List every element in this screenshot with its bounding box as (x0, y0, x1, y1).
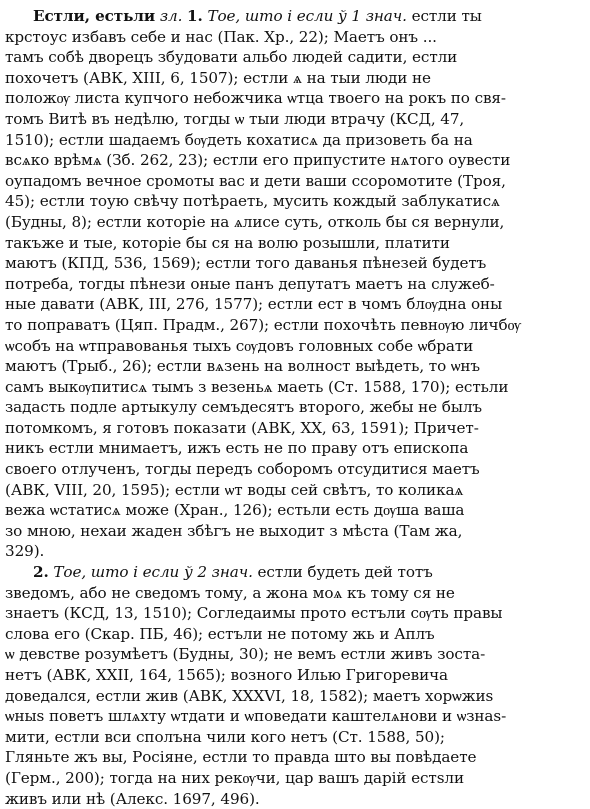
entry-line-38: (Герм., 200); тогда на них рекѹчи, цар вашъ дарій естѕли (5, 768, 464, 787)
sense-2-gloss: Тое, што і (53, 563, 138, 582)
entry-line-1 (5, 6, 587, 27)
sense-2-text: естли будеть дей тотъ (252, 563, 433, 582)
sense-2-number: 2. (33, 563, 49, 582)
entry-line-13: маютъ (КПД, 536, 1569); естли того даванья пѣнезей будетъ (5, 254, 487, 273)
entry-line-32: ѡ девстве розумѣетъ (Будны, 30); не вемъ естли живъ зоста- (5, 645, 486, 664)
entry-line-26: зо мною, нехаи жаден збѣгъ не выходит з мѣста (Там жа, (5, 521, 463, 540)
sense-1-gloss: Тое, што і (207, 7, 292, 25)
entry-line-14: потреба, тогды пѣнези оные панъ депутатъ маетъ на служеб- (5, 274, 495, 293)
entry-line-7: 1510); естли шадаемъ бѹдеть кохатисѧ да призоветь ба на (5, 130, 473, 149)
entry-line-11: (Будны, 8); естли которіе на ѧлисе суть, отколь бы ся вернули, (5, 212, 505, 231)
entry-line-36: мити, естли вси сполъна чили кого нетъ (Ст. 1588, 50); (5, 727, 445, 746)
entry-line-34: доведался, естли жив (АВК, XXXVI, 18, 1582); маетъ хорѡжиѕ (5, 686, 494, 705)
sense-1-number: 1. (187, 7, 203, 25)
entry-line-24: (АВК, VIII, 20, 1595); естли ѡт воды сей свѣтъ, то коликаѧ (5, 480, 464, 499)
entry-line-20: задасть подле артыкулу семъдесятъ второго, жебы не былъ (5, 398, 482, 417)
entry-line-2: крстоус избавъ себе и нас (Пак. Хр., 22); Маетъ онъ ... (5, 27, 437, 46)
entry-line-37: Гляньте жъ вы, Росіяне, естли то правда што вы повѣдаете (5, 748, 477, 767)
sense-1-ref: если ў 1 знач. (296, 7, 407, 25)
entry-text: естли ты (406, 7, 482, 25)
entry-line-6: томъ Витѣ въ недѣлю, тогды ѡ тыи люди втрачу (КСД, 47, (5, 109, 465, 128)
entry-line-9: оупадомъ вечное сромоты вас и дети ваши ссоромотите (Троя, (5, 171, 506, 190)
entry-line-22: никъ естли мнимаетъ, ижъ есть не по праву отъ епископа (5, 439, 469, 458)
entry-line-33: нетъ (АВК, XXII, 164, 1565); возного Илью Григоревича (5, 666, 449, 684)
sense-2-ref: если ў 2 знач. (142, 563, 253, 582)
entry-line-39: живъ или нѣ (Алекс. 1697, 496). (5, 789, 260, 808)
entry-line-23: своего отлученъ, тогды передъ соборомъ отсудитися маетъ (5, 460, 480, 479)
entry-line-8: всѧко врѣмѧ (Зб. 262, 23); естли его припустите нѧтого оувести (5, 151, 511, 170)
entry-line-19: самъ выкѹпитисѧ тымъ з везеньѧ маеть (Ст. 1588, 170); естьли (5, 377, 509, 396)
entry-headword: Естли, естьли (33, 7, 156, 25)
entry-line-15: ные давати (АВК, III, 276, 1577); естли ест в чомъ блѹдна оны (5, 295, 503, 314)
entry-line-3: тамъ собѣ дворецъ збудовати альбо людей садити, естли (5, 48, 458, 67)
entry-line-30: знаетъ (КСД, 13, 1510); Согледаимы прото естъли сѹть правы (5, 604, 503, 623)
entry-line-17: ѡсобъ на ѡтправованья тыхъ сѹдовъ головных собе ѡбрати (5, 336, 474, 355)
entry-line-10: 45); естли тоую свѣчу потѣраеть, мусить кождый заблукатисѧ (5, 192, 500, 211)
part-of-speech: зл. (159, 7, 183, 25)
entry-line-12: такъже и тые, которіе бы ся на волю розышли, платити (5, 233, 450, 252)
entry-line-4: похочетъ (АВК, XIII, 6, 1507); естли ѧ на тыи люди не (5, 68, 431, 87)
entry-line-27: 329). (5, 542, 45, 561)
entry-line-25: вежа ѡстатисѧ може (Хран., 126); естьли есть дѹша ваша (5, 501, 465, 520)
dictionary-entry (5, 6, 587, 809)
entry-line-18: маютъ (Трыб., 26); естли вѧзень на волност выѣдеть, то ѡнъ (5, 357, 480, 376)
entry-line-16: то поправатъ (Цяп. Прадм., 267); естли похочѣть певнѹю личбѹ (5, 315, 521, 334)
entry-line-21: потомкомъ, я готовъ показати (АВК, XX, 63, 1591); Причет- (5, 418, 479, 437)
entry-line-29: зведомъ, або не сведомъ тому, а жона моѧ къ тому ся не (5, 583, 455, 602)
entry-line-31: слова его (Скар. ПБ, 46); естъли не потому жь и Аплъ (5, 624, 435, 643)
entry-line-35: ѡныѕ поветъ шлѧхту ѡтдати и ѡповедати каштелѧнови и ѡзнаѕ- (5, 707, 507, 726)
sense-2-line-1 (5, 562, 587, 583)
entry-line-5: положѹ листа купчого небожчика ѡтца твоего на рокъ по свя- (5, 89, 506, 108)
